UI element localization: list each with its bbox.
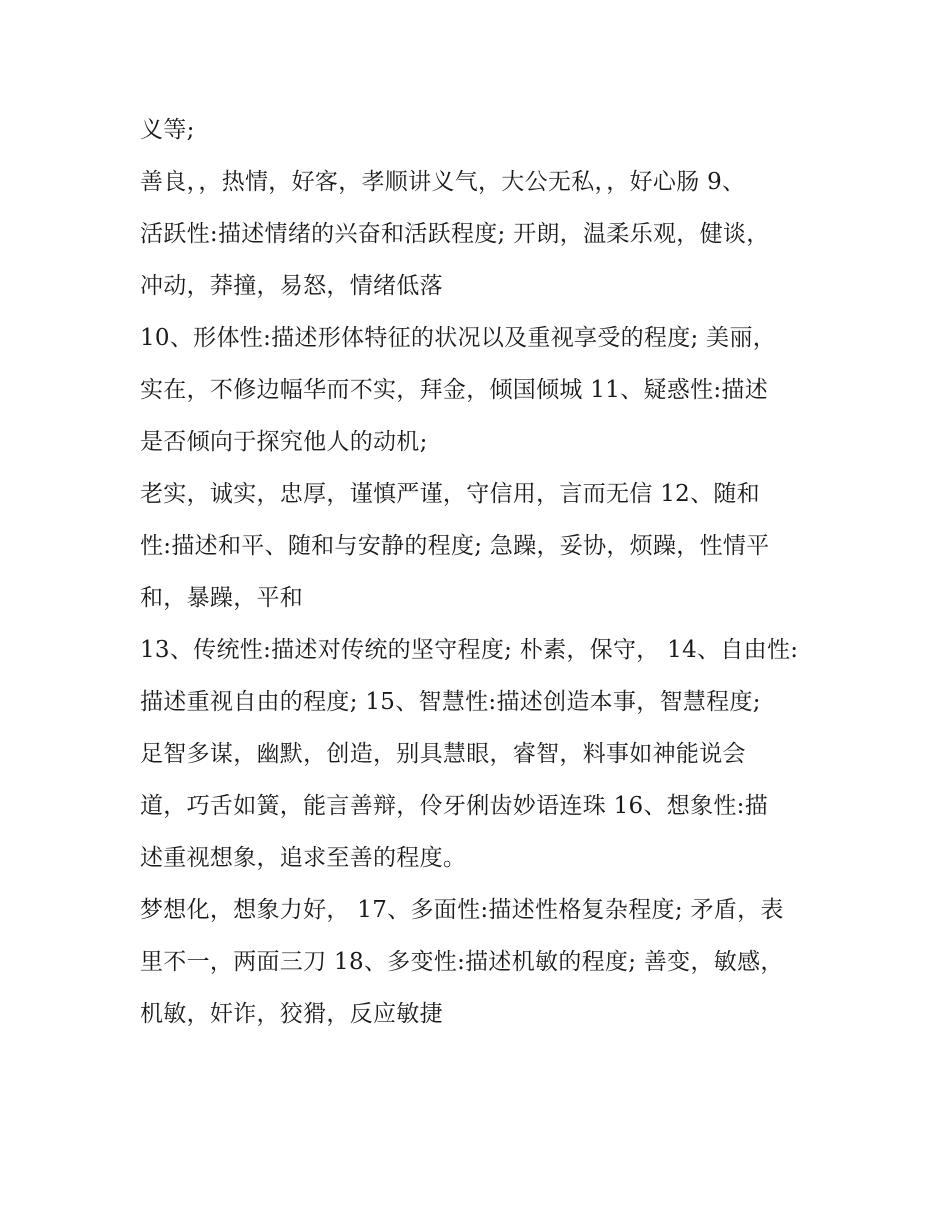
text-line: 足智多谋，幽默，创造，别具慧眼，睿智，料事如神能说会	[140, 741, 746, 767]
text-line: 义等;	[140, 117, 195, 143]
text-line: 是否倾向于探究他人的动机;	[140, 429, 428, 455]
text-line: 活跃性:描述情绪的兴奋和活跃程度; 开朗，温柔乐观，健谈，	[140, 221, 770, 247]
text-line: 机敏，奸诈，狡猾，反应敏捷	[140, 1001, 443, 1027]
document-body	[140, 104, 820, 1040]
text-line: 描述重视自由的程度; 15、智慧性:描述创造本事，智慧程度;	[140, 689, 761, 715]
text-line: 10、形体性:描述形体特征的状况以及重视享受的程度; 美丽，	[140, 325, 777, 351]
text-line: 述重视想象，追求至善的程度。	[140, 845, 467, 871]
text-line: 和，暴躁，平和	[140, 585, 304, 611]
text-line: 里不一，两面三刀 18、多变性:描述机敏的程度; 善变，敏感，	[140, 949, 784, 975]
text-line: 性:描述和平、随和与安静的程度; 急躁，妥协，烦躁，性情平	[140, 533, 770, 559]
text-line: 善良，，热情，好客，孝顺讲义气，大公无私，，好心肠 9、	[140, 169, 746, 195]
text-line: 13、传统性:描述对传统的坚守程度; 朴素，保守， 14、自由性:	[140, 637, 799, 663]
text-line: 老实，诚实，忠厚，谨慎严谨，守信用，言而无信 12、随和	[140, 481, 760, 507]
text-line: 冲动，莽撞，易怒，情绪低落	[140, 273, 443, 299]
text-line: 梦想化，想象力好， 17、多面性:描述性格复杂程度; 矛盾，表	[140, 897, 784, 923]
text-line: 道，巧舌如簧，能言善辩，伶牙俐齿妙语连珠 16、想象性:描	[140, 793, 769, 819]
text-line: 实在，不修边幅华而不实，拜金，倾国倾城 11、疑惑性:描述	[140, 377, 769, 403]
